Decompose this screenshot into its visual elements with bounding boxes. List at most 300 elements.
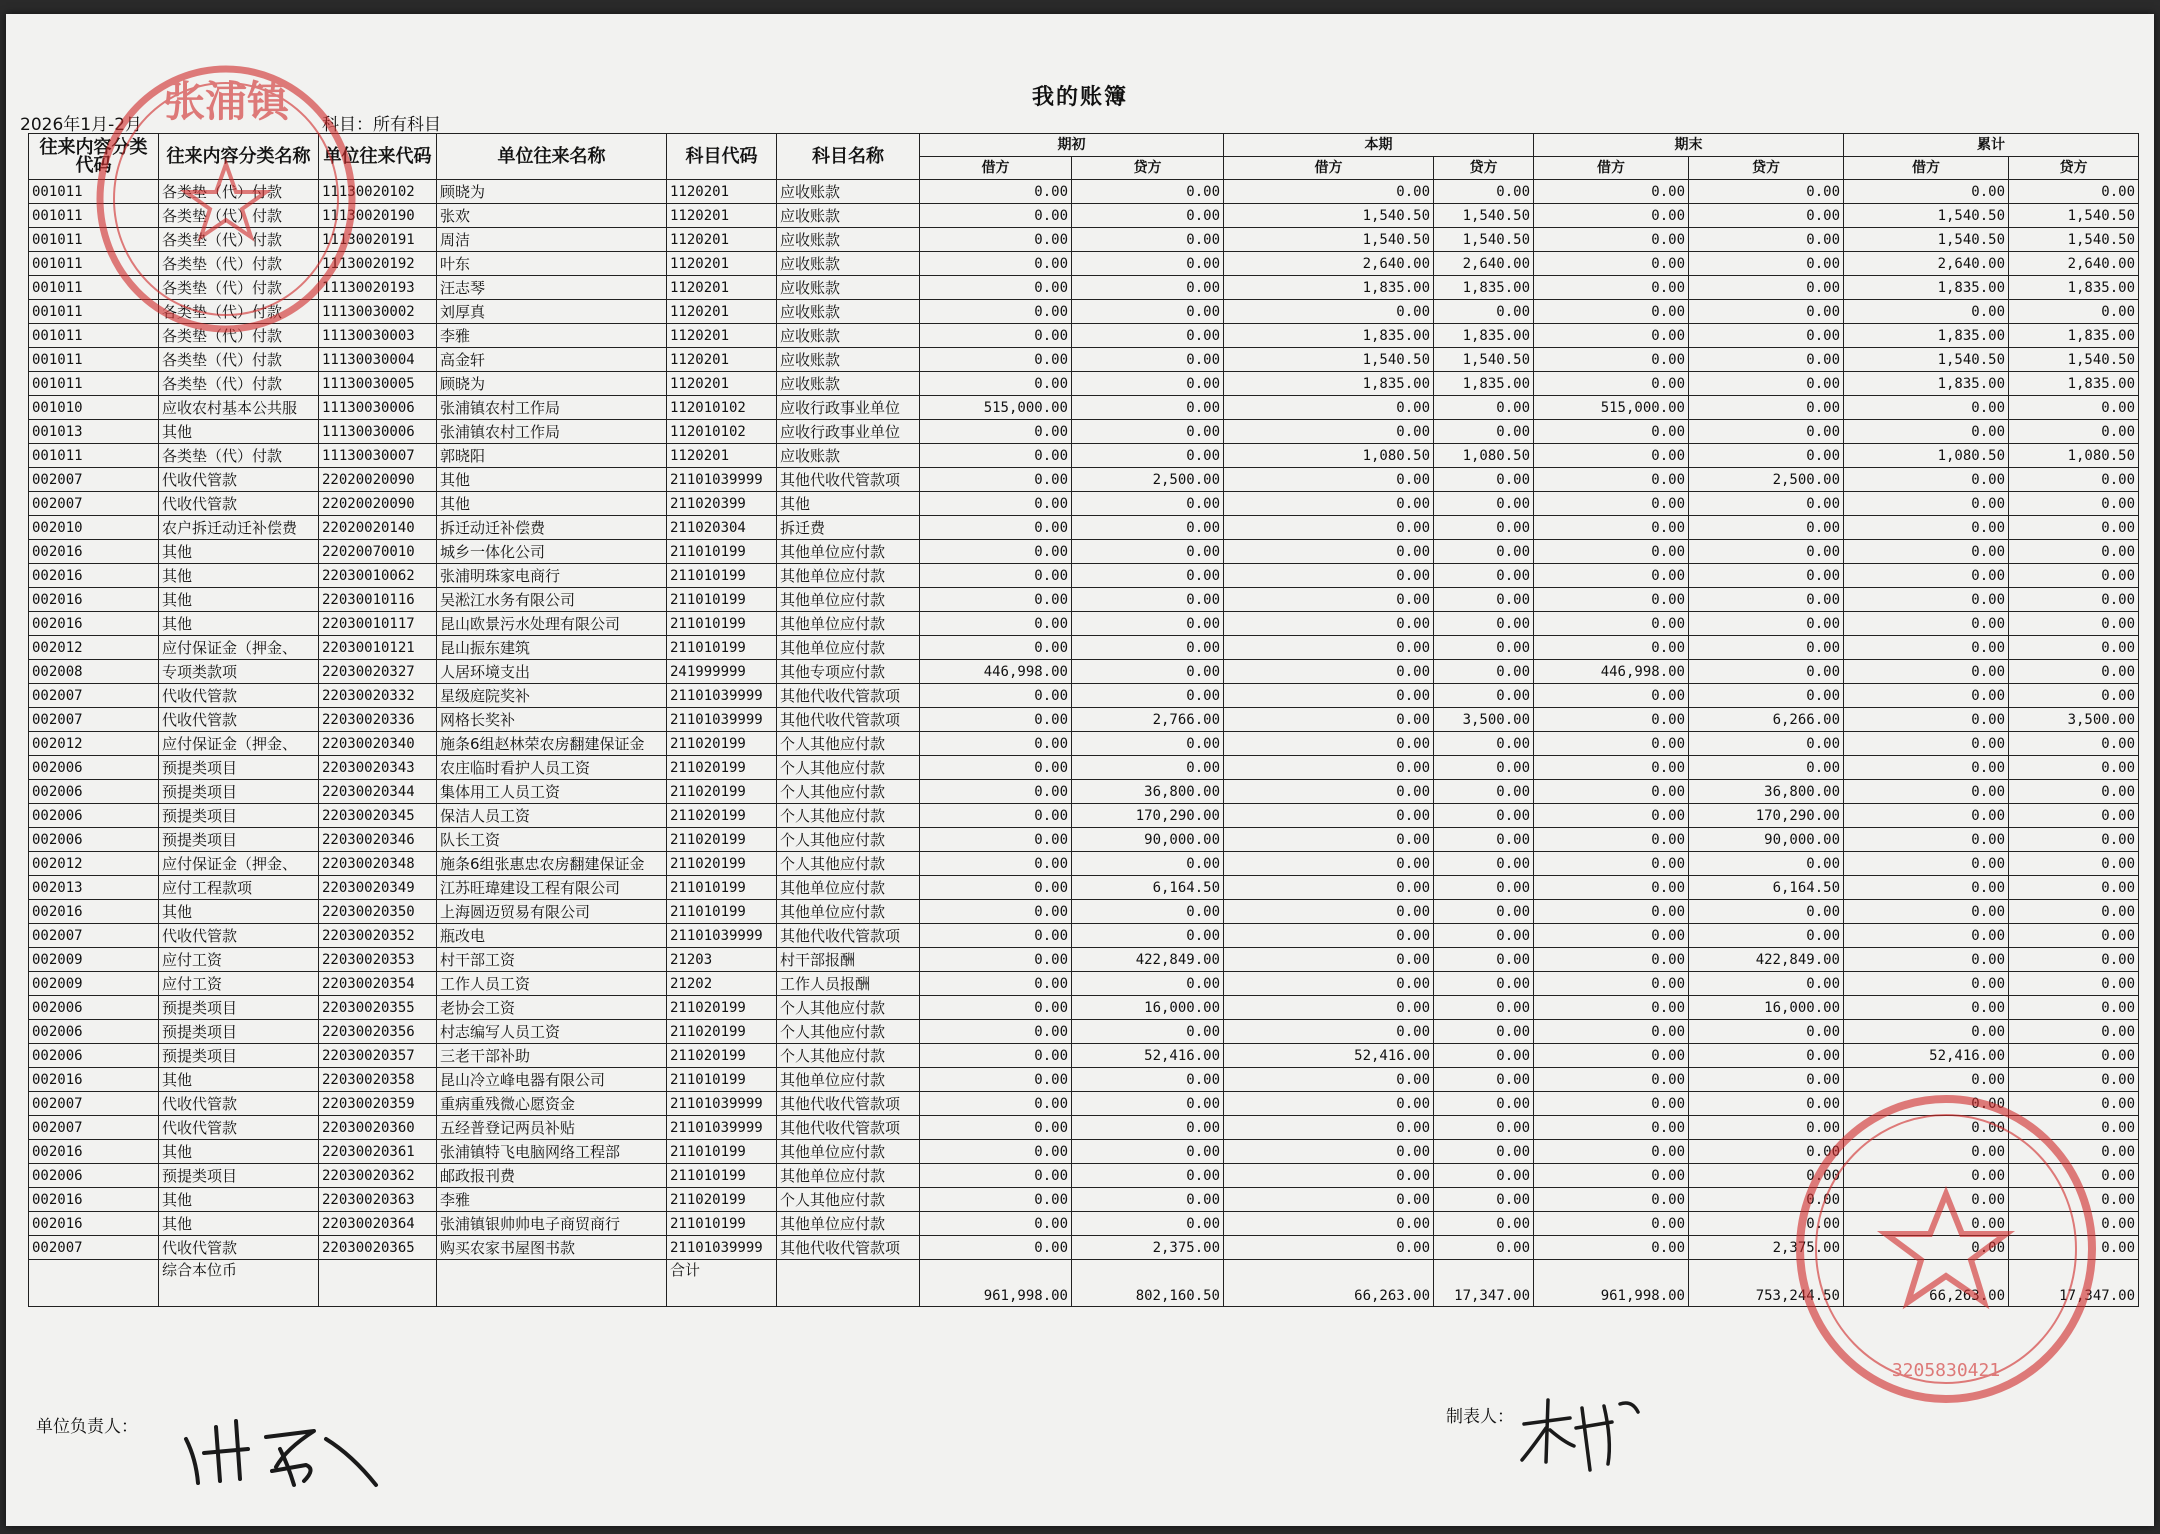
row-class-code: 002012 — [29, 852, 159, 876]
header-subject-code: 科目代码 — [667, 134, 777, 180]
row-opening-credit: 2,500.00 — [1072, 468, 1224, 492]
row-opening-debit: 0.00 — [920, 348, 1072, 372]
row-cumulative-debit: 1,835.00 — [1844, 276, 2009, 300]
row-opening-credit: 0.00 — [1072, 972, 1224, 996]
row-opening-debit: 0.00 — [920, 900, 1072, 924]
row-opening-credit: 0.00 — [1072, 492, 1224, 516]
row-opening-credit: 0.00 — [1072, 1212, 1224, 1236]
row-current-debit: 0.00 — [1224, 804, 1434, 828]
row-unit-code: 11130030006 — [319, 396, 437, 420]
table-row — [29, 468, 2139, 492]
row-subject-name: 拆迁费 — [777, 516, 920, 540]
row-current-credit: 0.00 — [1434, 948, 1534, 972]
row-closing-credit: 36,800.00 — [1689, 780, 1844, 804]
row-class-code: 002006 — [29, 1164, 159, 1188]
row-cumulative-debit: 52,416.00 — [1844, 1044, 2009, 1068]
row-unit-name: 网格长奖补 — [437, 708, 667, 732]
row-closing-debit: 0.00 — [1534, 420, 1689, 444]
row-cumulative-credit: 0.00 — [2009, 300, 2139, 324]
row-unit-code: 22030020359 — [319, 1092, 437, 1116]
row-opening-credit: 0.00 — [1072, 924, 1224, 948]
row-class-name: 各类垫（代）付款 — [159, 372, 319, 396]
row-closing-credit: 0.00 — [1689, 180, 1844, 204]
row-opening-credit: 52,416.00 — [1072, 1044, 1224, 1068]
preparer-signature — [1516, 1384, 1656, 1479]
row-opening-credit: 0.00 — [1072, 588, 1224, 612]
row-class-name: 其他 — [159, 612, 319, 636]
row-class-name: 预提类项目 — [159, 780, 319, 804]
row-cumulative-debit: 0.00 — [1844, 876, 2009, 900]
unit-head-signature — [176, 1409, 386, 1494]
header-cumulative-credit: 贷方 — [2009, 157, 2139, 180]
row-opening-debit: 446,998.00 — [920, 660, 1072, 684]
row-cumulative-debit: 2,640.00 — [1844, 252, 2009, 276]
row-cumulative-credit: 1,540.50 — [2009, 204, 2139, 228]
row-opening-credit: 0.00 — [1072, 324, 1224, 348]
row-current-debit: 1,835.00 — [1224, 276, 1434, 300]
row-cumulative-debit: 0.00 — [1844, 1212, 2009, 1236]
row-subject-code: 112010102 — [667, 420, 777, 444]
row-subject-code: 211020199 — [667, 1044, 777, 1068]
row-current-debit: 1,080.50 — [1224, 444, 1434, 468]
row-unit-name: 顾晓为 — [437, 372, 667, 396]
row-cumulative-credit: 1,540.50 — [2009, 348, 2139, 372]
row-closing-credit: 0.00 — [1689, 516, 1844, 540]
row-unit-name: 其他 — [437, 492, 667, 516]
row-current-debit: 2,640.00 — [1224, 252, 1434, 276]
row-subject-code: 211010199 — [667, 636, 777, 660]
row-subject-code: 211020199 — [667, 804, 777, 828]
row-closing-credit: 90,000.00 — [1689, 828, 1844, 852]
table-row — [29, 1068, 2139, 1092]
row-subject-name: 应收账款 — [777, 348, 920, 372]
row-closing-debit: 0.00 — [1534, 1236, 1689, 1260]
row-current-credit: 0.00 — [1434, 660, 1534, 684]
row-closing-debit: 0.00 — [1534, 780, 1689, 804]
row-closing-debit: 0.00 — [1534, 540, 1689, 564]
row-current-credit: 1,540.50 — [1434, 204, 1534, 228]
row-subject-code: 21101039999 — [667, 708, 777, 732]
row-cumulative-credit: 0.00 — [2009, 1140, 2139, 1164]
row-class-name: 预提类项目 — [159, 1044, 319, 1068]
row-opening-debit: 0.00 — [920, 276, 1072, 300]
row-closing-debit: 0.00 — [1534, 1020, 1689, 1044]
row-class-name: 各类垫（代）付款 — [159, 300, 319, 324]
row-unit-code: 11130020190 — [319, 204, 437, 228]
row-class-code: 002006 — [29, 756, 159, 780]
row-current-debit: 0.00 — [1224, 1092, 1434, 1116]
row-cumulative-credit: 0.00 — [2009, 492, 2139, 516]
row-subject-code: 211010199 — [667, 1212, 777, 1236]
row-cumulative-debit: 0.00 — [1844, 540, 2009, 564]
row-closing-credit: 0.00 — [1689, 276, 1844, 300]
table-row — [29, 924, 2139, 948]
row-closing-credit: 0.00 — [1689, 540, 1844, 564]
row-current-debit: 0.00 — [1224, 588, 1434, 612]
row-closing-credit: 422,849.00 — [1689, 948, 1844, 972]
total-current-credit: 17,347.00 — [1434, 1260, 1534, 1307]
row-closing-credit: 0.00 — [1689, 324, 1844, 348]
row-current-debit: 0.00 — [1224, 180, 1434, 204]
row-closing-credit: 2,375.00 — [1689, 1236, 1844, 1260]
row-subject-name: 应收账款 — [777, 444, 920, 468]
row-subject-code: 211020304 — [667, 516, 777, 540]
row-closing-credit: 6,266.00 — [1689, 708, 1844, 732]
row-cumulative-credit: 0.00 — [2009, 1116, 2139, 1140]
row-current-credit: 0.00 — [1434, 996, 1534, 1020]
header-closing-debit: 借方 — [1534, 157, 1689, 180]
header-cumulative: 累计 — [1844, 134, 2139, 157]
row-class-code: 002006 — [29, 1044, 159, 1068]
total-currency: 综合本位币 — [159, 1260, 319, 1307]
row-cumulative-credit: 2,640.00 — [2009, 252, 2139, 276]
row-current-debit: 0.00 — [1224, 828, 1434, 852]
row-cumulative-credit: 0.00 — [2009, 1212, 2139, 1236]
row-current-credit: 0.00 — [1434, 852, 1534, 876]
row-opening-credit: 0.00 — [1072, 420, 1224, 444]
row-current-credit: 1,835.00 — [1434, 276, 1534, 300]
row-unit-code: 22030020362 — [319, 1164, 437, 1188]
row-cumulative-debit: 0.00 — [1844, 1092, 2009, 1116]
row-cumulative-debit: 0.00 — [1844, 1164, 2009, 1188]
row-cumulative-credit: 0.00 — [2009, 756, 2139, 780]
row-opening-credit: 16,000.00 — [1072, 996, 1224, 1020]
row-closing-debit: 0.00 — [1534, 228, 1689, 252]
row-closing-credit: 0.00 — [1689, 660, 1844, 684]
row-current-debit: 0.00 — [1224, 636, 1434, 660]
row-opening-debit: 0.00 — [920, 228, 1072, 252]
row-subject-name: 其他单位应付款 — [777, 1212, 920, 1236]
row-unit-code: 11130020102 — [319, 180, 437, 204]
row-opening-credit: 0.00 — [1072, 1140, 1224, 1164]
row-subject-code: 211020399 — [667, 492, 777, 516]
row-subject-code: 1120201 — [667, 252, 777, 276]
total-opening-debit: 961,998.00 — [920, 1260, 1072, 1307]
row-opening-credit: 0.00 — [1072, 564, 1224, 588]
row-current-debit: 0.00 — [1224, 684, 1434, 708]
row-subject-code: 211010199 — [667, 540, 777, 564]
row-unit-name: 李雅 — [437, 324, 667, 348]
header-current-debit: 借方 — [1224, 157, 1434, 180]
row-closing-credit: 0.00 — [1689, 636, 1844, 660]
row-opening-credit: 0.00 — [1072, 900, 1224, 924]
row-opening-credit: 0.00 — [1072, 1020, 1224, 1044]
row-cumulative-debit: 0.00 — [1844, 420, 2009, 444]
preparer-label: 制表人： — [1446, 1407, 1514, 1427]
row-unit-name: 三老干部补助 — [437, 1044, 667, 1068]
row-class-name: 应付保证金（押金、 — [159, 636, 319, 660]
row-current-debit: 0.00 — [1224, 660, 1434, 684]
row-unit-name: 张浦镇农村工作局 — [437, 396, 667, 420]
table-row — [29, 780, 2139, 804]
row-unit-name: 队长工资 — [437, 828, 667, 852]
row-unit-name: 张浦镇特飞电脑网络工程部 — [437, 1140, 667, 1164]
row-cumulative-debit: 0.00 — [1844, 660, 2009, 684]
row-unit-name: 施条6组张惠忠农房翻建保证金 — [437, 852, 667, 876]
row-subject-name: 应收账款 — [777, 372, 920, 396]
row-unit-code: 22030020327 — [319, 660, 437, 684]
row-opening-credit: 6,164.50 — [1072, 876, 1224, 900]
row-opening-credit: 0.00 — [1072, 228, 1224, 252]
row-cumulative-debit: 0.00 — [1844, 1236, 2009, 1260]
row-closing-credit: 0.00 — [1689, 300, 1844, 324]
row-cumulative-debit: 0.00 — [1844, 564, 2009, 588]
row-subject-name: 个人其他应付款 — [777, 732, 920, 756]
row-closing-credit: 0.00 — [1689, 1044, 1844, 1068]
row-current-credit: 0.00 — [1434, 804, 1534, 828]
row-current-debit: 0.00 — [1224, 1020, 1434, 1044]
row-opening-credit: 0.00 — [1072, 1092, 1224, 1116]
table-row — [29, 180, 2139, 204]
row-opening-debit: 0.00 — [920, 420, 1072, 444]
row-class-name: 其他 — [159, 1068, 319, 1092]
row-unit-code: 22030010062 — [319, 564, 437, 588]
table-row — [29, 828, 2139, 852]
row-unit-code: 11130030004 — [319, 348, 437, 372]
row-cumulative-debit: 0.00 — [1844, 396, 2009, 420]
row-class-name: 代收代管款 — [159, 684, 319, 708]
row-subject-code: 21101039999 — [667, 684, 777, 708]
row-current-credit: 0.00 — [1434, 828, 1534, 852]
row-subject-name: 其他专项应付款 — [777, 660, 920, 684]
row-cumulative-credit: 0.00 — [2009, 396, 2139, 420]
row-subject-code: 112010102 — [667, 396, 777, 420]
row-class-code: 001011 — [29, 252, 159, 276]
row-current-debit: 0.00 — [1224, 300, 1434, 324]
row-subject-name: 工作人员报酬 — [777, 972, 920, 996]
row-cumulative-credit: 0.00 — [2009, 732, 2139, 756]
row-current-credit: 0.00 — [1434, 1236, 1534, 1260]
row-cumulative-credit: 0.00 — [2009, 1020, 2139, 1044]
row-current-credit: 0.00 — [1434, 300, 1534, 324]
row-subject-code: 1120201 — [667, 348, 777, 372]
row-cumulative-credit: 0.00 — [2009, 564, 2139, 588]
table-row — [29, 204, 2139, 228]
row-current-debit: 1,540.50 — [1224, 204, 1434, 228]
row-current-credit: 0.00 — [1434, 420, 1534, 444]
row-current-credit: 3,500.00 — [1434, 708, 1534, 732]
row-closing-debit: 0.00 — [1534, 996, 1689, 1020]
row-class-code: 002007 — [29, 1116, 159, 1140]
row-subject-code: 21101039999 — [667, 1236, 777, 1260]
row-unit-name: 李雅 — [437, 1188, 667, 1212]
row-unit-code: 11130030006 — [319, 420, 437, 444]
row-cumulative-credit: 0.00 — [2009, 420, 2139, 444]
table-row — [29, 612, 2139, 636]
row-unit-name: 购买农家书屋图书款 — [437, 1236, 667, 1260]
row-current-credit: 0.00 — [1434, 636, 1534, 660]
row-unit-name: 汪志琴 — [437, 276, 667, 300]
row-cumulative-credit: 1,080.50 — [2009, 444, 2139, 468]
row-cumulative-debit: 0.00 — [1844, 900, 2009, 924]
row-class-name: 应收农村基本公共服 — [159, 396, 319, 420]
table-row — [29, 324, 2139, 348]
row-cumulative-debit: 0.00 — [1844, 1020, 2009, 1044]
row-unit-code: 11130020192 — [319, 252, 437, 276]
row-cumulative-credit: 0.00 — [2009, 180, 2139, 204]
row-unit-name: 高金轩 — [437, 348, 667, 372]
row-cumulative-debit: 1,540.50 — [1844, 348, 2009, 372]
total-cell-blank — [437, 1260, 667, 1307]
row-current-debit: 1,540.50 — [1224, 348, 1434, 372]
row-current-credit: 0.00 — [1434, 468, 1534, 492]
row-cumulative-credit: 0.00 — [2009, 948, 2139, 972]
row-subject-code: 211020199 — [667, 732, 777, 756]
row-class-name: 预提类项目 — [159, 828, 319, 852]
row-closing-credit: 0.00 — [1689, 228, 1844, 252]
table-row — [29, 1236, 2139, 1260]
table-row — [29, 1020, 2139, 1044]
row-opening-debit: 0.00 — [920, 708, 1072, 732]
row-closing-debit: 0.00 — [1534, 756, 1689, 780]
row-class-name: 代收代管款 — [159, 1092, 319, 1116]
row-class-code: 002006 — [29, 780, 159, 804]
row-unit-name: 邮政报刊费 — [437, 1164, 667, 1188]
row-cumulative-credit: 0.00 — [2009, 1188, 2139, 1212]
row-closing-debit: 0.00 — [1534, 588, 1689, 612]
row-unit-code: 22030020352 — [319, 924, 437, 948]
row-class-code: 001013 — [29, 420, 159, 444]
subject-label: 科目：所有科目 — [322, 115, 441, 135]
stamp-right-serial: 3205830421 — [1891, 1360, 2001, 1381]
row-class-code: 002016 — [29, 540, 159, 564]
row-cumulative-debit: 0.00 — [1844, 516, 2009, 540]
row-unit-name: 农庄临时看护人员工资 — [437, 756, 667, 780]
row-opening-credit: 0.00 — [1072, 348, 1224, 372]
row-opening-credit: 36,800.00 — [1072, 780, 1224, 804]
row-class-code: 001011 — [29, 348, 159, 372]
row-class-code: 002016 — [29, 1188, 159, 1212]
row-opening-credit: 170,290.00 — [1072, 804, 1224, 828]
row-closing-debit: 0.00 — [1534, 468, 1689, 492]
row-closing-debit: 0.00 — [1534, 708, 1689, 732]
row-subject-code: 211010199 — [667, 900, 777, 924]
row-current-debit: 0.00 — [1224, 1164, 1434, 1188]
row-opening-credit: 0.00 — [1072, 444, 1224, 468]
row-closing-debit: 0.00 — [1534, 636, 1689, 660]
row-class-name: 其他 — [159, 540, 319, 564]
row-class-name: 各类垫（代）付款 — [159, 252, 319, 276]
row-current-credit: 2,640.00 — [1434, 252, 1534, 276]
row-subject-code: 1120201 — [667, 180, 777, 204]
row-closing-debit: 0.00 — [1534, 348, 1689, 372]
row-unit-name: 张浦镇农村工作局 — [437, 420, 667, 444]
row-subject-code: 211010199 — [667, 1068, 777, 1092]
row-class-code: 002016 — [29, 1212, 159, 1236]
row-class-code: 002009 — [29, 948, 159, 972]
row-subject-code: 1120201 — [667, 276, 777, 300]
row-current-debit: 0.00 — [1224, 564, 1434, 588]
row-opening-debit: 0.00 — [920, 1116, 1072, 1140]
row-opening-debit: 0.00 — [920, 636, 1072, 660]
row-current-credit: 0.00 — [1434, 972, 1534, 996]
row-cumulative-credit: 0.00 — [2009, 852, 2139, 876]
total-label: 合计 — [667, 1260, 777, 1307]
row-current-credit: 0.00 — [1434, 1020, 1534, 1044]
row-opening-credit: 2,766.00 — [1072, 708, 1224, 732]
row-current-debit: 0.00 — [1224, 612, 1434, 636]
row-class-name: 代收代管款 — [159, 1236, 319, 1260]
row-subject-code: 1120201 — [667, 444, 777, 468]
row-unit-code: 22030020365 — [319, 1236, 437, 1260]
row-closing-debit: 0.00 — [1534, 300, 1689, 324]
row-unit-code: 22030020358 — [319, 1068, 437, 1092]
row-current-credit: 0.00 — [1434, 492, 1534, 516]
row-cumulative-debit: 0.00 — [1844, 732, 2009, 756]
row-subject-name: 其他单位应付款 — [777, 876, 920, 900]
row-opening-credit: 0.00 — [1072, 516, 1224, 540]
row-current-credit: 0.00 — [1434, 1044, 1534, 1068]
row-closing-debit: 0.00 — [1534, 612, 1689, 636]
row-closing-credit: 0.00 — [1689, 1212, 1844, 1236]
row-subject-code: 21101039999 — [667, 468, 777, 492]
row-cumulative-debit: 0.00 — [1844, 588, 2009, 612]
row-class-code: 002006 — [29, 1020, 159, 1044]
row-unit-code: 11130030005 — [319, 372, 437, 396]
table-row — [29, 972, 2139, 996]
row-class-code: 002006 — [29, 804, 159, 828]
ledger-sheet — [6, 14, 2154, 1526]
row-subject-code: 211020199 — [667, 780, 777, 804]
table-row — [29, 1116, 2139, 1140]
row-subject-code: 1120201 — [667, 204, 777, 228]
row-subject-code: 211010199 — [667, 1164, 777, 1188]
row-unit-name: 昆山欧景污水处理有限公司 — [437, 612, 667, 636]
row-closing-credit: 0.00 — [1689, 1164, 1844, 1188]
row-subject-name: 个人其他应付款 — [777, 780, 920, 804]
row-closing-debit: 0.00 — [1534, 1212, 1689, 1236]
row-subject-code: 211020199 — [667, 996, 777, 1020]
row-cumulative-debit: 0.00 — [1844, 1116, 2009, 1140]
row-cumulative-credit: 0.00 — [2009, 1236, 2139, 1260]
document-title: 我的账簿 — [1031, 85, 1128, 110]
row-closing-debit: 0.00 — [1534, 324, 1689, 348]
row-unit-name: 上海圆迈贸易有限公司 — [437, 900, 667, 924]
row-class-code: 001011 — [29, 372, 159, 396]
row-class-name: 预提类项目 — [159, 1164, 319, 1188]
row-opening-debit: 0.00 — [920, 1212, 1072, 1236]
row-cumulative-credit: 0.00 — [2009, 924, 2139, 948]
row-current-credit: 0.00 — [1434, 612, 1534, 636]
row-unit-code: 22030020332 — [319, 684, 437, 708]
row-subject-name: 其他代收代管款项 — [777, 924, 920, 948]
row-subject-code: 211010199 — [667, 588, 777, 612]
row-subject-code: 21202 — [667, 972, 777, 996]
row-subject-name: 应收账款 — [777, 204, 920, 228]
row-opening-credit: 0.00 — [1072, 636, 1224, 660]
row-cumulative-debit: 0.00 — [1844, 948, 2009, 972]
row-cumulative-credit: 0.00 — [2009, 684, 2139, 708]
row-opening-debit: 0.00 — [920, 492, 1072, 516]
row-subject-name: 个人其他应付款 — [777, 1044, 920, 1068]
row-unit-name: 工作人员工资 — [437, 972, 667, 996]
row-opening-debit: 0.00 — [920, 1020, 1072, 1044]
row-opening-credit: 0.00 — [1072, 1164, 1224, 1188]
row-subject-name: 其他代收代管款项 — [777, 708, 920, 732]
row-cumulative-credit: 0.00 — [2009, 1164, 2139, 1188]
row-unit-name: 重病重残微心愿资金 — [437, 1092, 667, 1116]
row-current-debit: 0.00 — [1224, 924, 1434, 948]
row-current-credit: 0.00 — [1434, 756, 1534, 780]
row-class-code: 002016 — [29, 564, 159, 588]
table-row — [29, 1212, 2139, 1236]
table-row — [29, 252, 2139, 276]
row-closing-debit: 0.00 — [1534, 1188, 1689, 1212]
row-current-debit: 0.00 — [1224, 1116, 1434, 1140]
row-current-credit: 0.00 — [1434, 396, 1534, 420]
row-opening-debit: 0.00 — [920, 444, 1072, 468]
row-cumulative-credit: 0.00 — [2009, 588, 2139, 612]
